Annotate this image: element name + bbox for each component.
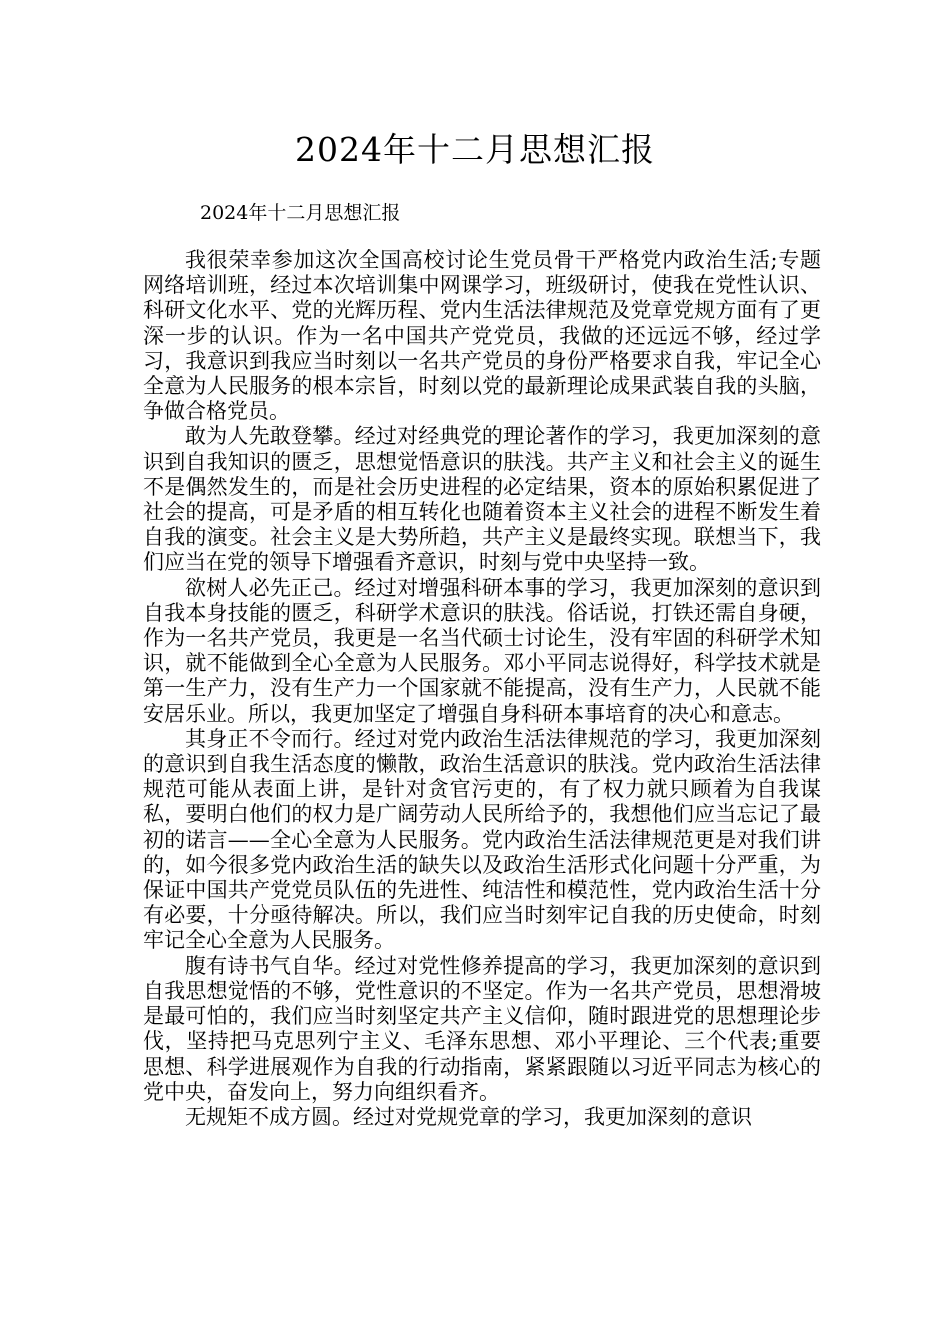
paragraph-research: 欲树人必先正己。经过对增强科研本事的学习，我更加深刻的意识到自我本身技能的匮乏，科研学术意识的肤浅。俗话说，打铁还需自身硬，作为一名共产党员，我更是一名当代硕士讨论生，没有牢固的科研学术知识，就不能做到全心全意为人民服务。邓小平同志说得好，科学技术就是第一生产力，没有生产力一个国家就不能提高，没有生产力，人民就不能安居乐业。所以，我更加坚定了增强自身科研本事培育的决心和意志。: [143, 575, 821, 726]
paragraph-political-life: 其身正不令而行。经过对党内政治生活法律规范的学习，我更加深刻的意识到自我生活态度的懒散，政治生活意识的肤浅。党内政治生活法律规范可能从表面上讲，是针对贪官污吏的，有了权力就只顾着为自我谋私，要明白他们的权力是广阔劳动人民所给予的，我想他们应当忘记了最初的诺言——全心全意为人民服务。党内政治生活法律规范更是对我们讲的，如今很多党内政治生活的缺失以及政治生活形式化问题十分严重，为保证中国共产党党员队伍的先进性、纯洁性和模范性，党内政治生活十分有必要，十分亟待解决。所以，我们应当时刻牢记自我的历史使命，时刻牢记全心全意为人民服务。: [143, 726, 821, 953]
paragraph-party-rules: 无规矩不成方圆。经过对党规党章的学习，我更加深刻的意识: [185, 1104, 752, 1129]
document-title: 2024年十二月思想汇报: [295, 130, 655, 169]
paragraph-intro: 我很荣幸参加这次全国高校讨论生党员骨干严格党内政治生活;专题网络培训班，经过本次培训集中网课学习，班级研讨，使我在党性认识、科研文化水平、党的光辉历程、党内生活法律规范及党章党规方面有了更深一步的认识。作为一名中国共产党党员，我做的还远远不够，经过学习，我意识到我应当时刻以一名共产党员的身份严格要求自我，牢记全心全意为人民服务的根本宗旨，时刻以党的最新理论成果武装自我的头脑，争做合格党员。: [143, 248, 821, 424]
paragraph-theory: 敢为人先敢登攀。经过对经典党的理论著作的学习，我更加深刻的意识到自我知识的匮乏，思想觉悟意识的肤浅。共产主义和社会主义的诞生不是偶然发生的，而是社会历史进程的必定结果，资本的原始积累促进了社会的提高，可是矛盾的相互转化也随着资本主义社会的进程不断发生着自我的演变。社会主义是大势所趋，共产主义是最终实现。联想当下，我们应当在党的领导下增强看齐意识，时刻与党中央坚持一致。: [143, 424, 821, 575]
paragraph-party-spirit: 腹有诗书气自华。经过对党性修养提高的学习，我更加深刻的意识到自我思想觉悟的不够，党性意识的不坚定。作为一名共产党员，思想滑坡是最可怕的，我们应当时刻坚定共产主义信仰，随时跟进党的思想理论步伐，坚持把马克思列宁主义、毛泽东思想、邓小平理论、三个代表;重要思想、科学进展观作为自我的行动指南，紧紧跟随以习近平同志为核心的党中央，奋发向上，努力向组织看齐。: [143, 953, 821, 1104]
document-body: [143, 248, 821, 1130]
document-subtitle: 2024年十二月思想汇报: [200, 202, 401, 224]
